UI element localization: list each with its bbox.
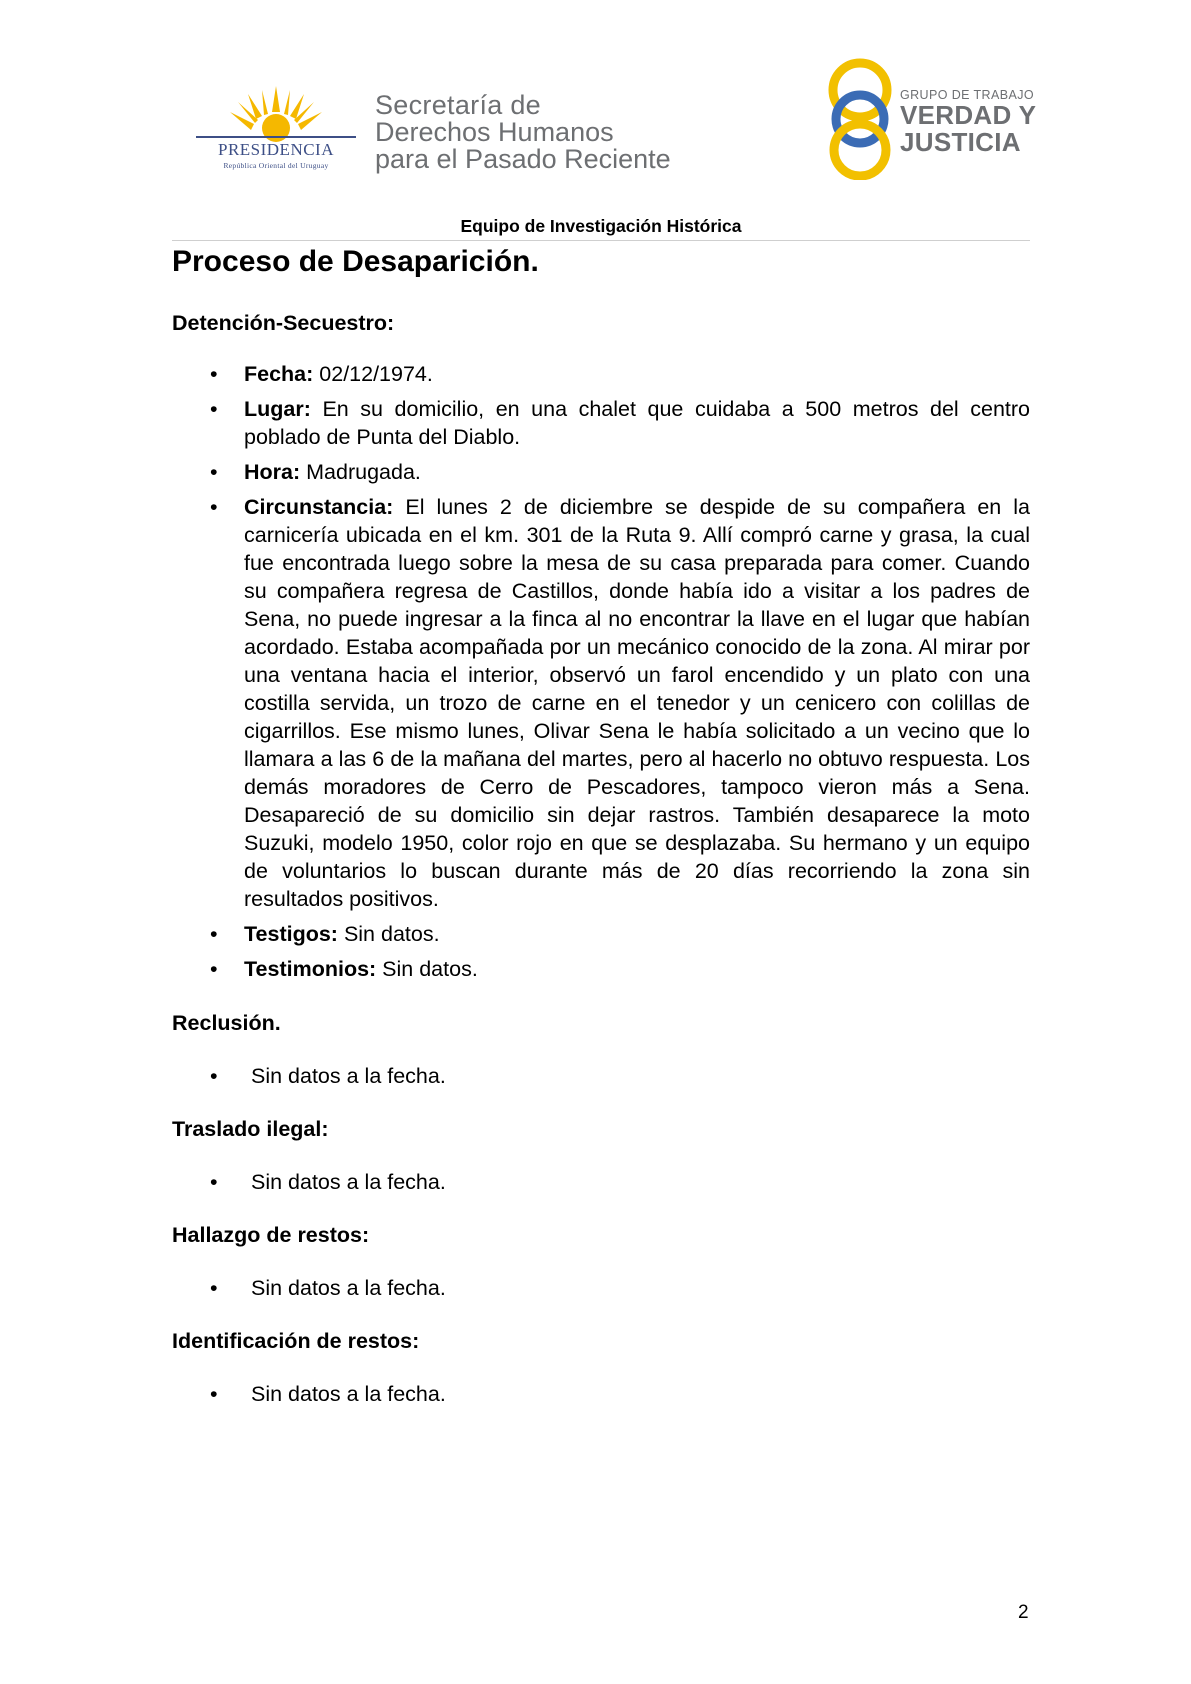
secretaria-line1: Secretaría de: [375, 90, 541, 120]
detencion-list: [172, 360, 1030, 983]
section-heading-reclusion: Reclusión.: [172, 1011, 281, 1035]
item-label: Circunstancia:: [244, 495, 394, 519]
item-text: El lunes 2 de diciembre se despide de su compañera en la carnicería ubicada en el km. 301 de la Ruta 9. Allí compró carne y grasa, la cual fue encontrada luego sobre la mesa de su casa preparada para comer. Cuando su compañera regresa de Castillos, donde había ido a visitar a los padres de Sena, no puede ingresar a la finca al no encontrar la llave en el lugar que habían acordado. Estaba acompañada por un mecánico conocido de la zona. Al mirar por una ventana hacia el interior, observó un farol encendido y un plato con una costilla servida, un trozo de carne en el tenedor y un cenicero con colillas de cigarrillos. Ese mismo lunes, Olivar Sena le había solicitado a un vecino que lo llamara a las 6 de la mañana del martes, pero al hacerlo no obtuvo respuesta. Los demás moradores de Cerro de Pescadores, tampoco vieron más a Sena. Desapareció de su domicilio sin dejar rastros. También desaparece la moto Suzuki, modelo 1950, color rojo en que se desplazaba. Su hermano y un equipo de voluntarios lo buscan durante más de 20 días recorriendo la zona sin resultados positivos.: [244, 495, 1030, 911]
grupo-line1: GRUPO DE TRABAJO: [900, 88, 1034, 102]
list-item-fecha: [172, 360, 1030, 388]
bullet-icon: •: [210, 957, 218, 981]
item-text: Sin datos a la fecha.: [251, 1382, 446, 1406]
identificacion-list: [172, 1380, 1030, 1408]
list-item: [172, 1168, 1030, 1196]
presidencia-subtitle: República Oriental del Uruguay: [223, 161, 329, 170]
bullet-icon: •: [210, 1170, 218, 1194]
bullet-icon: •: [210, 362, 218, 386]
secretaria-logo-text: [375, 92, 671, 173]
secretaria-line2: Derechos Humanos: [375, 117, 614, 147]
list-item: [172, 1380, 1030, 1408]
page-header: [0, 0, 1191, 200]
item-text: Sin datos.: [337, 922, 440, 946]
list-item: [172, 1062, 1030, 1090]
item-label: Fecha:: [244, 362, 314, 386]
item-text: Madrugada.: [300, 460, 421, 484]
section-heading-traslado: Traslado ilegal:: [172, 1117, 329, 1141]
list-item-hora: [172, 458, 1030, 486]
bullet-icon: •: [210, 460, 218, 484]
item-text: En su domicilio, en una chalet que cuidaba a 500 metros del centro poblado de Punta del Diablo.: [244, 397, 1030, 449]
grupo-line3: JUSTICIA: [900, 127, 1021, 157]
bullet-icon: •: [210, 397, 218, 421]
secretaria-line3: para el Pasado Reciente: [375, 144, 671, 174]
item-text: Sin datos a la fecha.: [251, 1170, 446, 1194]
page-number: 2: [1018, 1602, 1029, 1623]
reclusion-list: [172, 1062, 1030, 1090]
item-text: Sin datos.: [376, 957, 478, 981]
section-heading-hallazgo: Hallazgo de restos:: [172, 1223, 370, 1247]
item-label: Hora:: [244, 460, 301, 484]
item-text: 02/12/1974.: [313, 362, 433, 386]
item-label: Testimonios:: [244, 957, 377, 981]
verdad-justicia-rings-logo: [820, 58, 900, 180]
list-item-testimonios: [172, 955, 1030, 983]
grupo-trabajo-text: [900, 88, 1036, 156]
list-item-circunstancia: [172, 493, 1030, 913]
item-label: Lugar:: [244, 397, 311, 421]
hallazgo-list: [172, 1274, 1030, 1302]
item-text: Sin datos a la fecha.: [251, 1064, 446, 1088]
presidencia-wordmark: PRESIDENCIA: [217, 140, 334, 159]
item-text: Sin datos a la fecha.: [251, 1276, 446, 1300]
bullet-icon: •: [210, 495, 218, 519]
list-item: [172, 1274, 1030, 1302]
section-heading-detencion: Detención-Secuestro:: [172, 311, 395, 335]
bullet-icon: •: [210, 1064, 218, 1088]
section-heading-identificacion: Identificación de restos:: [172, 1329, 420, 1353]
traslado-list: [172, 1168, 1030, 1196]
list-item-lugar: [172, 395, 1030, 451]
bullet-icon: •: [210, 1382, 218, 1406]
item-label: Testigos:: [244, 922, 338, 946]
grupo-line2: VERDAD Y: [900, 100, 1037, 130]
bullet-icon: •: [210, 1276, 218, 1300]
running-header: Equipo de Investigación Histórica: [460, 216, 742, 236]
list-item-testigos: [172, 920, 1030, 948]
bullet-icon: •: [210, 922, 218, 946]
document-body: [172, 240, 1030, 1408]
page-title: Proceso de Desaparición.: [172, 245, 539, 278]
